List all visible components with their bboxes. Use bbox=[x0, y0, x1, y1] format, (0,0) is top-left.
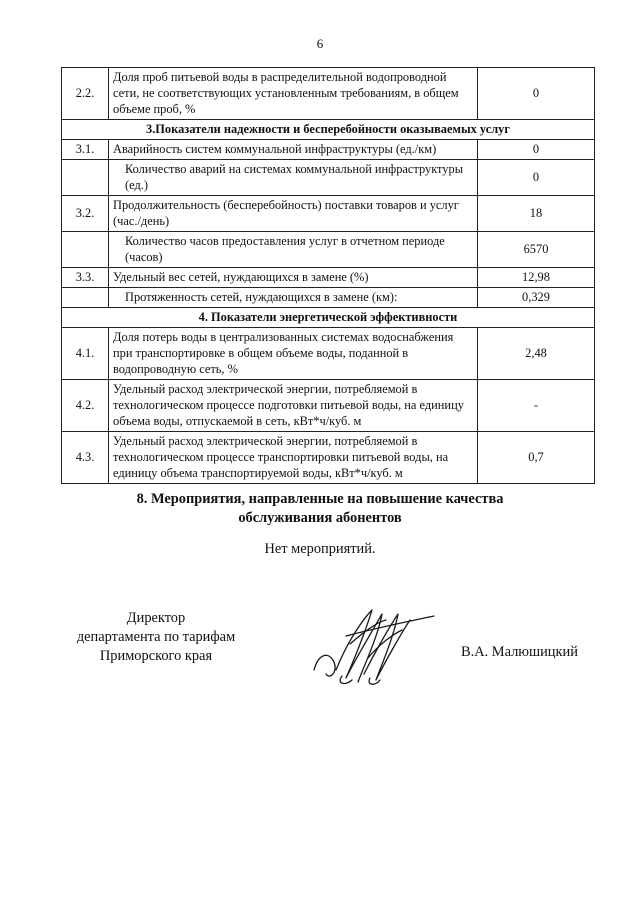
row-description: Удельный расход электрической энергии, потребляемой в технологическом процессе транспортировки питьевой воды, на единицу объема транспортируемой воды, кВт*ч/куб. м bbox=[109, 432, 478, 484]
indicators-table bbox=[61, 67, 595, 484]
row-number: 3.2. bbox=[62, 196, 109, 232]
section-8-note: Нет мероприятий. bbox=[264, 541, 376, 557]
row-description: Количество аварий на системах коммунальной инфраструктуры (ед.) bbox=[109, 160, 478, 196]
signer-name: В.А. Малюшицкий bbox=[461, 644, 578, 660]
handwritten-signature bbox=[306, 600, 446, 690]
signer-position-line-2: департамента по тарифам bbox=[76, 629, 236, 645]
row-value: 12,98 bbox=[478, 268, 595, 288]
row-description: Протяженность сетей, нуждающихся в замене (км): bbox=[109, 288, 478, 308]
indicators-table-body bbox=[62, 68, 595, 484]
table-row bbox=[62, 196, 595, 232]
section-8-heading bbox=[0, 490, 640, 528]
row-value: 18 bbox=[478, 196, 595, 232]
row-value: 0,329 bbox=[478, 288, 595, 308]
row-value: 2,48 bbox=[478, 328, 595, 380]
row-value: 0 bbox=[478, 68, 595, 120]
table-row bbox=[62, 232, 595, 268]
table-row bbox=[62, 432, 595, 484]
table-row bbox=[62, 68, 595, 120]
section-title: 3.Показатели надежности и бесперебойности оказываемых услуг bbox=[62, 120, 595, 140]
row-description: Продолжительность (бесперебойность) поставки товаров и услуг (час./день) bbox=[109, 196, 478, 232]
row-description: Удельный вес сетей, нуждающихся в замене (%) bbox=[109, 268, 478, 288]
table-row bbox=[62, 160, 595, 196]
table-section-row bbox=[62, 120, 595, 140]
row-number: 3.3. bbox=[62, 268, 109, 288]
row-description: Количество часов предоставления услуг в отчетном периоде (часов) bbox=[109, 232, 478, 268]
row-number: 2.2. bbox=[62, 68, 109, 120]
row-value: 0,7 bbox=[478, 432, 595, 484]
table-row bbox=[62, 288, 595, 308]
row-description: Доля потерь воды в централизованных системах водоснабжения при транспортировке в общем объеме воды, поданной в водопроводную сеть, % bbox=[109, 328, 478, 380]
row-value: 6570 bbox=[478, 232, 595, 268]
table-row bbox=[62, 140, 595, 160]
table-section-row bbox=[62, 308, 595, 328]
signer-position-line-3: Приморского края bbox=[99, 648, 213, 664]
row-value: 0 bbox=[478, 140, 595, 160]
page-number: 6 bbox=[316, 36, 324, 51]
row-value: - bbox=[478, 380, 595, 432]
table-row bbox=[62, 268, 595, 288]
row-description: Доля проб питьевой воды в распределительной водопроводной сети, не соответствующих установленным требованиям, в общем объеме проб, % bbox=[109, 68, 478, 120]
row-number bbox=[62, 160, 109, 196]
row-number bbox=[62, 288, 109, 308]
row-number: 4.1. bbox=[62, 328, 109, 380]
row-description: Удельный расход электрической энергии, потребляемой в технологическом процессе подготовки питьевой воды, на единицу объема воды, отпускаемой в сеть, кВт*ч/куб. м bbox=[109, 380, 478, 432]
table-row bbox=[62, 328, 595, 380]
signer-position bbox=[58, 609, 254, 666]
signer-position-line-1: Директор bbox=[126, 610, 186, 626]
row-value: 0 bbox=[478, 160, 595, 196]
section-8-heading-line-2: обслуживания абонентов bbox=[238, 510, 402, 526]
row-number: 4.2. bbox=[62, 380, 109, 432]
row-number: 3.1. bbox=[62, 140, 109, 160]
section-8-heading-line-1: 8. Мероприятия, направленные на повышение качества bbox=[136, 491, 504, 507]
row-description: Аварийность систем коммунальной инфраструктуры (ед./км) bbox=[109, 140, 478, 160]
row-number: 4.3. bbox=[62, 432, 109, 484]
table-row bbox=[62, 380, 595, 432]
section-title: 4. Показатели энергетической эффективности bbox=[62, 308, 595, 328]
row-number bbox=[62, 232, 109, 268]
